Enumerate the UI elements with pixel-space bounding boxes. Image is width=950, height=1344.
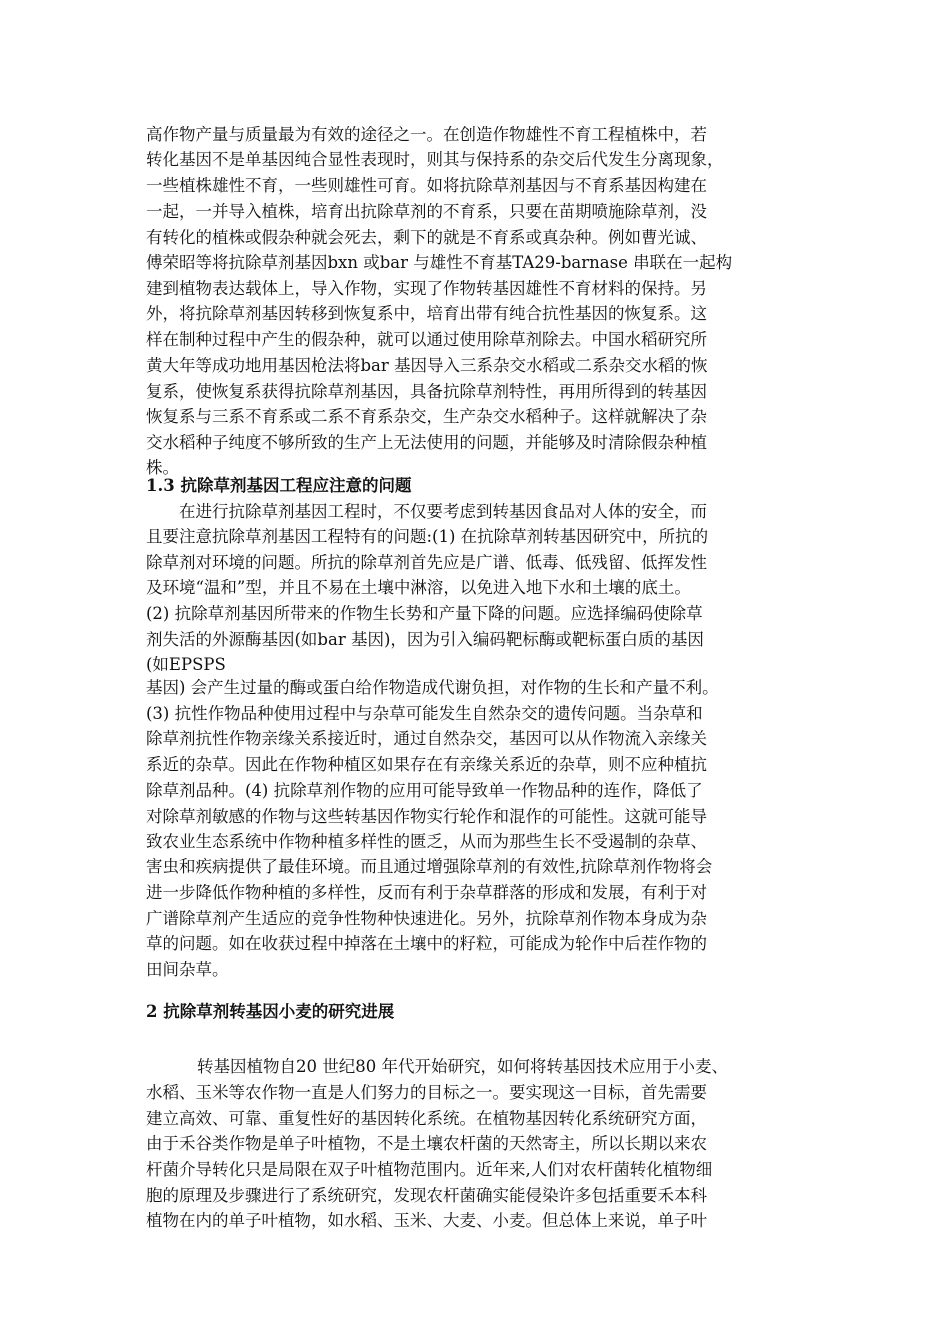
paragraph-line: 黄大年等成功地用基因枪法将bar 基因导入三系杂交水稻或二系杂交水稻的恢	[146, 356, 708, 375]
paragraph-line: 除草剂品种。(4) 抗除草剂作物的应用可能导致单一作物品种的连作，降低了	[146, 781, 703, 800]
paragraph-line: 建立高效、可靠、重复性好的基因转化系统。在植物基因转化系统研究方面，	[146, 1109, 707, 1128]
section-heading-1-3: 1.3 抗除草剂基因工程应注意的问题	[146, 476, 412, 495]
paragraph-line: 及环境“温和”型，并且不易在土壤中淋溶，以免进入地下水和土壤的底土。	[146, 578, 691, 597]
paragraph-line: 转化基因不是单基因纯合显性表现时，则其与保持系的杂交后代发生分离现象，	[146, 150, 724, 169]
paragraph-line: 进一步降低作物种植的多样性，反而有利于杂草群落的形成和发展，有利于对	[146, 883, 707, 902]
paragraph-line: (如EPSPS	[146, 655, 226, 674]
paragraph-line: (3) 抗性作物品种使用过程中与杂草可能发生自然杂交的遗传问题。当杂草和	[146, 704, 703, 723]
paragraph-line: 植物在内的单子叶植物，如水稻、玉米、大麦、小麦。但总体上来说，单子叶	[146, 1211, 707, 1230]
section-heading-2: 2 抗除草剂转基因小麦的研究进展	[146, 1002, 395, 1021]
paragraph-line: 致农业生态系统中作物种植多样性的匮乏，从而为那些生长不受遏制的杂草、	[146, 832, 707, 851]
paragraph-line: 广谱除草剂产生适应的竞争性物种快速进化。另外，抗除草剂作物本身成为杂	[146, 909, 707, 928]
paragraph-line: 交水稻种子纯度不够所致的生产上无法使用的问题，并能够及时清除假杂种植	[146, 433, 707, 452]
paragraph-line: 一起，一并导入植株，培育出抗除草剂的不育系，只要在苗期喷施除草剂，没	[146, 202, 707, 221]
paragraph-line: 剂失活的外源酶基因(如bar 基因)，因为引入编码靶标酶或靶标蛋白质的基因	[146, 630, 704, 649]
paragraph-line: 高作物产量与质量最为有效的途径之一。在创造作物雄性不育工程植株中，若	[146, 125, 707, 144]
paragraph-line: 田间杂草。	[146, 960, 229, 979]
paragraph-line: 由于禾谷类作物是单子叶植物，不是土壤农杆菌的天然寄主，所以长期以来农	[146, 1134, 707, 1153]
paragraph-line: 傅荣昭等将抗除草剂基因bxn 或bar 与雄性不育基TA29-barnase 串联在一起构	[146, 253, 733, 272]
paragraph-line: 杆菌介导转化只是局限在双子叶植物范围内。近年来,人们对农杆菌转化植物细	[146, 1160, 713, 1179]
paragraph-line: 水稻、玉米等农作物一直是人们努力的目标之一。要实现这一目标，首先需要	[146, 1083, 707, 1102]
paragraph-line: 有转化的植株或假杂种就会死去，剩下的就是不育系或真杂种。例如曹光诚、	[146, 228, 707, 247]
paragraph-line: 在进行抗除草剂基因工程时，不仅要考虑到转基因食品对人体的安全，而	[179, 502, 707, 521]
paragraph-line: 外，将抗除草剂基因转移到恢复系中，培育出带有纯合抗性基因的恢复系。这	[146, 304, 707, 323]
paragraph-line: 基因) 会产生过量的酶或蛋白给作物造成代谢负担，对作物的生长和产量不利。	[146, 678, 719, 697]
paragraph-line: 除草剂对环境的问题。所抗的除草剂首先应是广谱、低毒、低残留、低挥发性	[146, 553, 707, 572]
paragraph-line: 恢复系与三系不育系或二系不育系杂交，生产杂交水稻种子。这样就解决了杂	[146, 407, 707, 426]
paragraph-line: 胞的原理及步骤进行了系统研究，发现农杆菌确实能侵染许多包括重要禾本科	[146, 1186, 707, 1205]
paragraph-line: 害虫和疾病提供了最佳环境。而且通过增强除草剂的有效性,抗除草剂作物将会	[146, 857, 713, 876]
paragraph-line: 株。	[146, 458, 179, 477]
paragraph-line: 建到植物表达载体上，导入作物，实现了作物转基因雄性不育材料的保持。另	[146, 279, 707, 298]
paragraph-line: 草的问题。如在收获过程中掉落在土壤中的籽粒，可能成为轮作中后茬作物的	[146, 934, 707, 953]
paragraph-line: 系近的杂草。因此在作物种植区如果存在有亲缘关系近的杂草，则不应种植抗	[146, 755, 707, 774]
paragraph-line: 一些植株雄性不育，一些则雄性可育。如将抗除草剂基因与不育系基因构建在	[146, 176, 707, 195]
paragraph-line: 对除草剂敏感的作物与这些转基因作物实行轮作和混作的可能性。这就可能导	[146, 807, 707, 826]
paragraph-line: 样在制种过程中产生的假杂种，就可以通过使用除草剂除去。中国水稻研究所	[146, 330, 707, 349]
paragraph-line: 复系，使恢复系获得抗除草剂基因，具备抗除草剂特性，再用所得到的转基因	[146, 382, 707, 401]
paragraph-line: (2) 抗除草剂基因所带来的作物生长势和产量下降的问题。应选择编码使除草	[146, 604, 703, 623]
paragraph-line: 转基因植物自20 世纪80 年代开始研究，如何将转基因技术应用于小麦、	[197, 1057, 728, 1076]
paragraph-line: 且要注意抗除草剂基因工程特有的问题:(1) 在抗除草剂转基因研究中，所抗的	[146, 527, 709, 546]
paragraph-line: 除草剂抗性作物亲缘关系接近时，通过自然杂交，基因可以从作物流入亲缘关	[146, 729, 707, 748]
